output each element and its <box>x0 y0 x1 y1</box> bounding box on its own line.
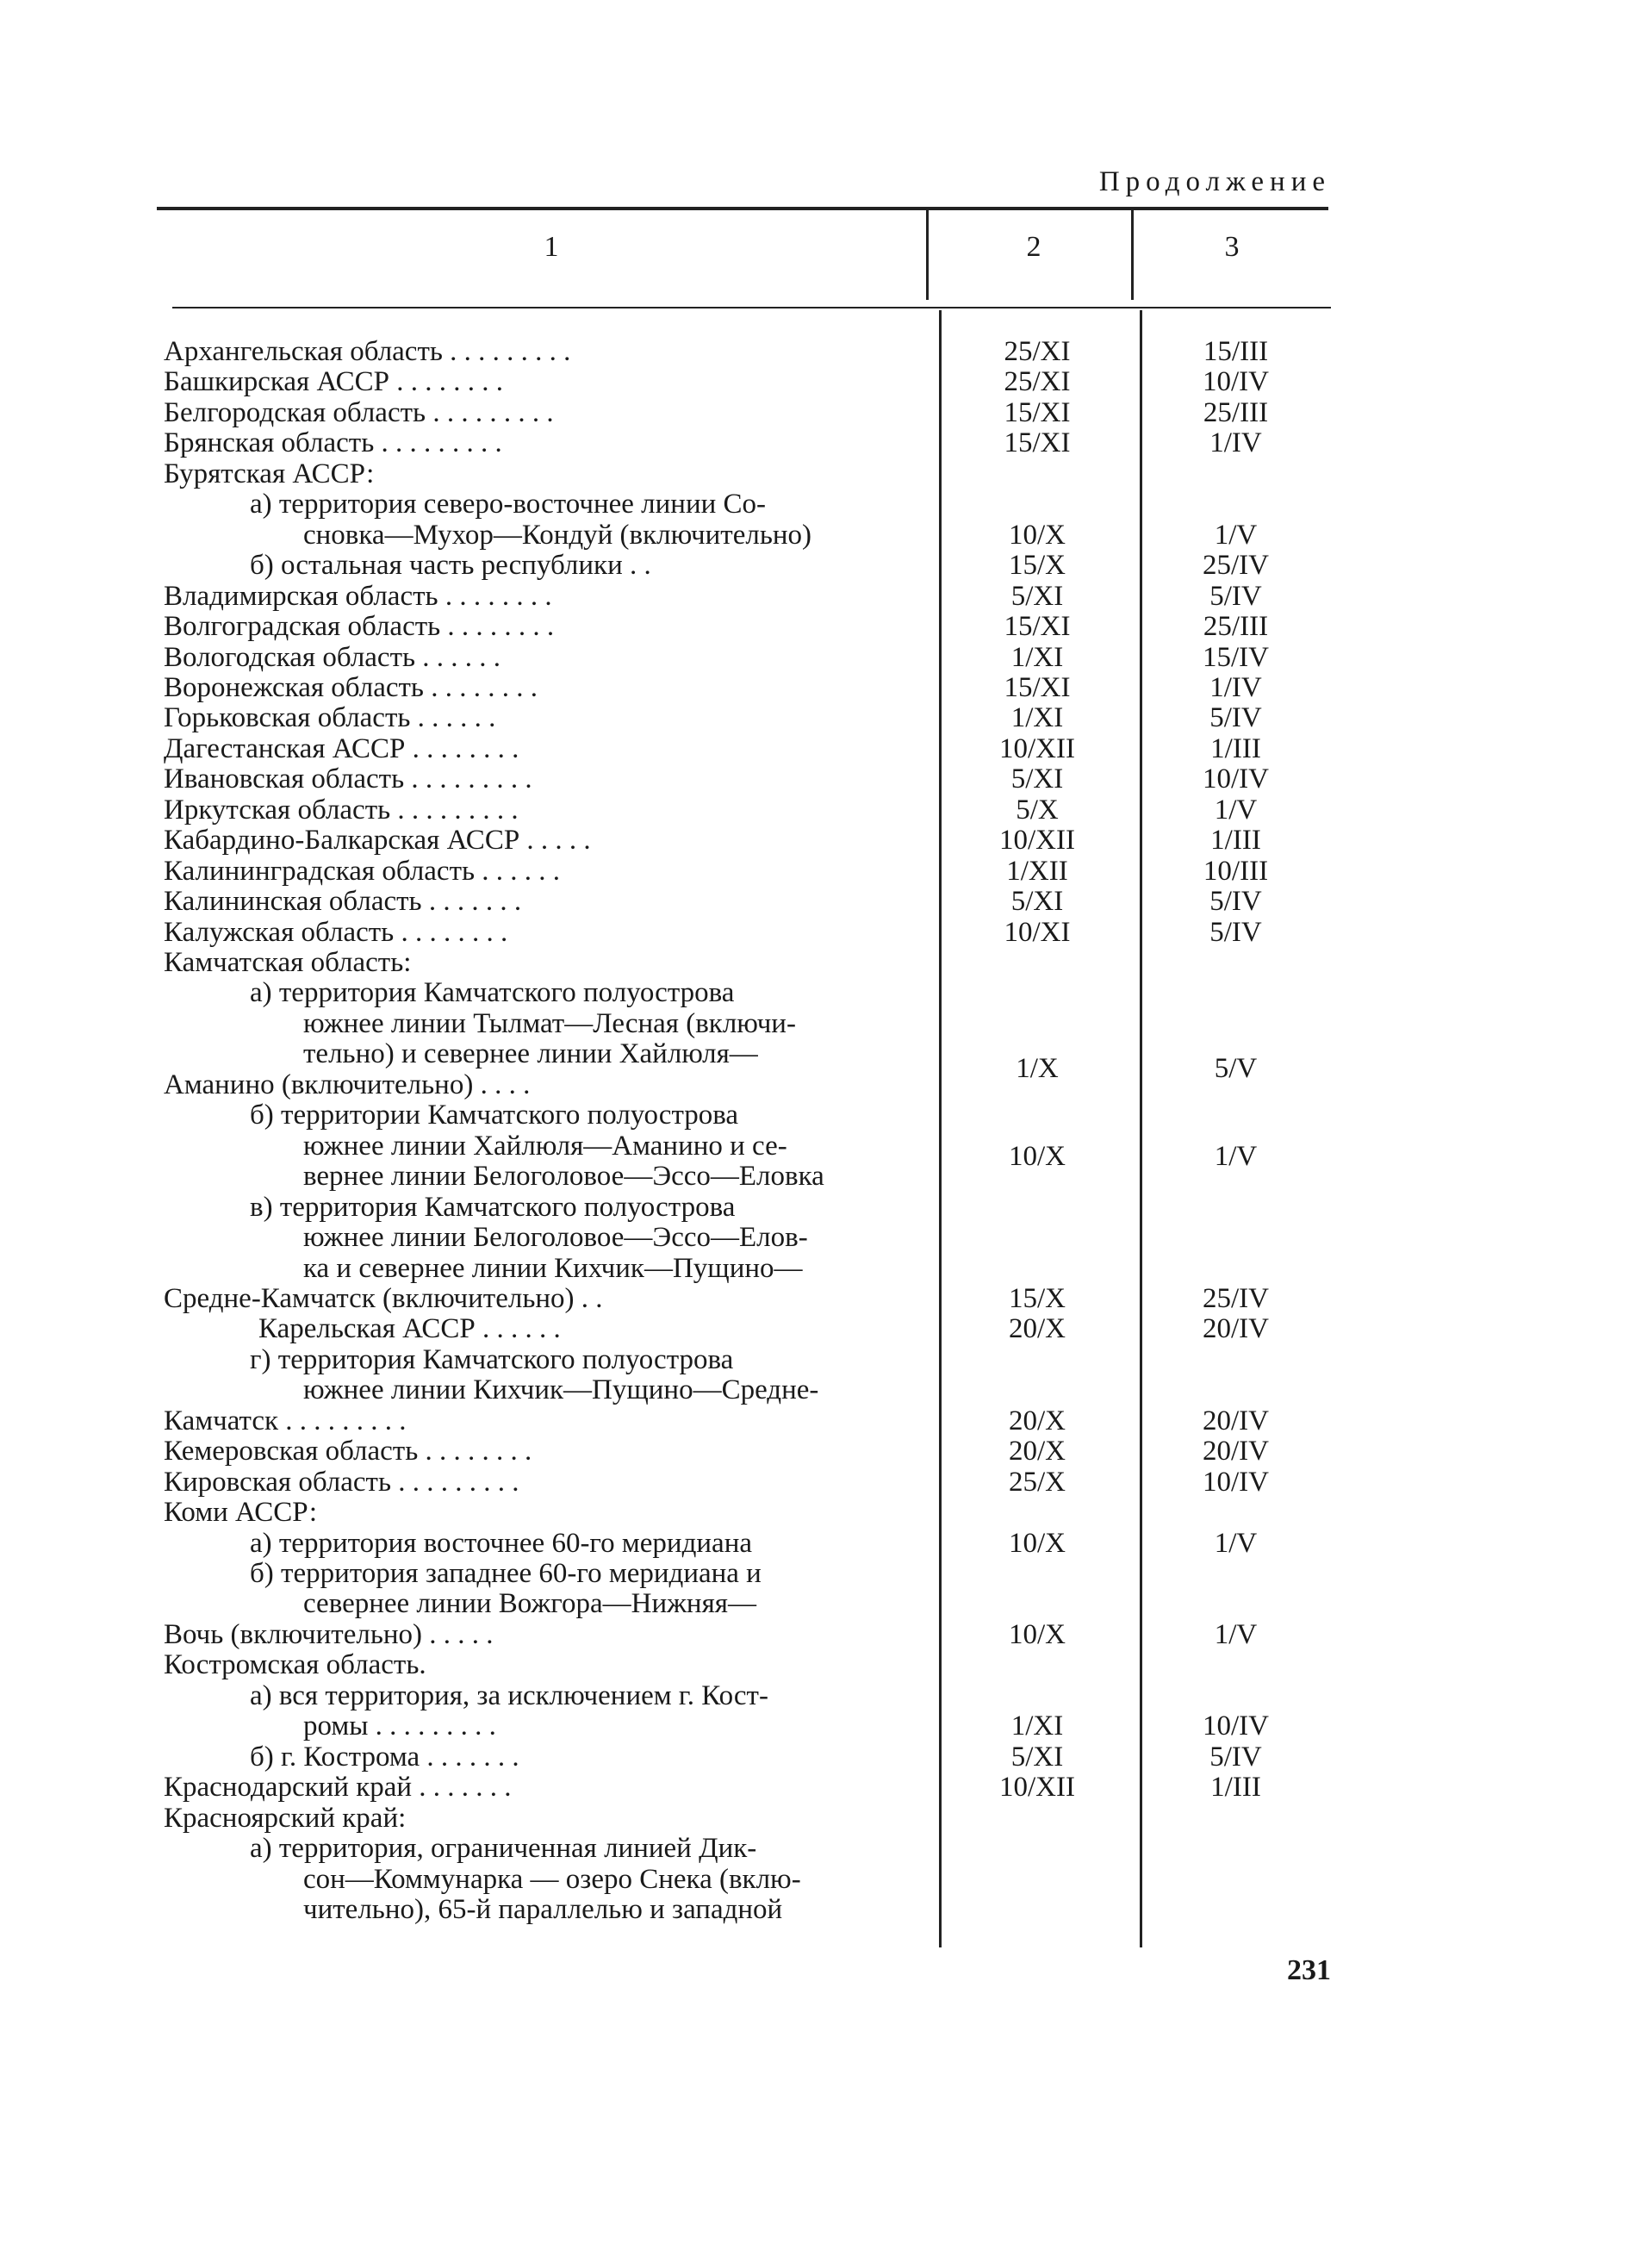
cell-col3: 10/IV <box>1203 763 1269 795</box>
cell-col2: 20/X <box>1009 1313 1066 1345</box>
table-row <box>0 1253 1629 1284</box>
cell-region: а) территория северо-восточнее линии Со- <box>250 489 767 520</box>
cell-region: севернее линии Вожгора—Нижняя— <box>303 1588 756 1620</box>
cell-region: сон—Коммунарка — озеро Снека (вклю- <box>303 1863 801 1895</box>
table-row <box>0 336 1629 367</box>
table-row <box>0 611 1629 642</box>
cell-col3: 5/IV <box>1209 1741 1262 1773</box>
cell-col2: 25/XI <box>1004 366 1071 398</box>
cell-col2: 15/X <box>1009 1282 1066 1314</box>
cell-region: Камчатск . . . . . . . . . <box>164 1405 407 1436</box>
cell-col2: 15/XI <box>1004 671 1071 703</box>
cell-region: Кабардино-Балкарская АССР . . . . . <box>164 825 591 857</box>
cell-region: Камчатская область: <box>164 947 412 978</box>
cell-col2: 5/XI <box>1010 886 1064 918</box>
cell-col2: 10/X <box>1009 519 1066 551</box>
cell-col2: 20/X <box>1009 1436 1066 1467</box>
table-row <box>0 520 1629 551</box>
cell-region: ка и севернее линии Кихчик—Пущино— <box>303 1252 803 1284</box>
cell-region: тельно) и севернее линии Хайлюля— <box>303 1038 758 1070</box>
table-row <box>0 1864 1629 1895</box>
cell-region: чительно), 65-й параллелью и западной <box>303 1893 783 1925</box>
cell-col3: 20/IV <box>1203 1405 1269 1436</box>
table-row <box>0 1649 1629 1680</box>
cell-region: Калужская область . . . . . . . . <box>164 916 508 948</box>
table-row <box>0 1374 1629 1405</box>
table-header-rule <box>172 307 1331 308</box>
cell-region: а) территория Камчатского полуострова <box>250 977 735 1009</box>
cell-col2: 20/X <box>1009 1405 1066 1436</box>
cell-col2: 25/XI <box>1004 336 1071 367</box>
cell-col2: 25/X <box>1009 1466 1066 1498</box>
cell-col3: 1/V <box>1214 794 1258 826</box>
cell-col2: 15/XI <box>1004 611 1071 643</box>
cell-col3: 10/IV <box>1203 366 1269 398</box>
table-row <box>0 1803 1629 1834</box>
table-row <box>0 702 1629 733</box>
cell-region: южнее линии Белоголовое—Эссо—Елов- <box>303 1222 808 1254</box>
cell-region: Калининская область . . . . . . . <box>164 886 522 918</box>
column-divider-1-header <box>926 210 929 300</box>
table-row <box>0 1833 1629 1864</box>
cell-region: Средне-Камчатск (включительно) . . <box>164 1282 603 1314</box>
table-row <box>0 1558 1629 1589</box>
table-row <box>0 642 1629 673</box>
cell-region: Коми АССР: <box>164 1497 317 1529</box>
table-row <box>0 427 1629 458</box>
cell-col2: 10/X <box>1009 1618 1066 1650</box>
cell-region: Карельская АССР . . . . . . <box>258 1313 561 1345</box>
cell-region: г) территория Камчатского полуострова <box>250 1343 734 1375</box>
table-row <box>0 1710 1629 1742</box>
table-row <box>0 1894 1629 1925</box>
table-row <box>0 1283 1629 1314</box>
cell-col3: 15/IV <box>1203 641 1269 673</box>
cell-col3: 10/III <box>1203 855 1269 887</box>
cell-region: Брянская область . . . . . . . . . <box>164 427 502 459</box>
column-header-1: 1 <box>544 231 559 263</box>
cell-region: Архангельская область . . . . . . . . . <box>164 336 571 367</box>
cell-col3: 1/V <box>1214 1618 1258 1650</box>
page-number: 231 <box>1287 1954 1331 1986</box>
table-row <box>0 550 1629 581</box>
table-row <box>0 1192 1629 1223</box>
table-row-floating <box>0 1141 1629 1172</box>
cell-col3: 20/IV <box>1203 1436 1269 1467</box>
cell-col3: 1/V <box>1214 1527 1258 1559</box>
cell-region: сновка—Мухор—Кондуй (включительно) <box>303 519 812 551</box>
cell-col2: 10/X <box>1009 1141 1066 1172</box>
cell-col2: 1/XII <box>1006 855 1068 887</box>
table-row <box>0 581 1629 612</box>
cell-col2: 5/XI <box>1010 580 1064 612</box>
cell-region: Бурятская АССР: <box>164 458 375 489</box>
cell-col2: 10/X <box>1009 1527 1066 1559</box>
cell-region: Краснодарский край . . . . . . . <box>164 1772 512 1804</box>
table-row <box>0 1588 1629 1619</box>
cell-region: Волгоградская область . . . . . . . . <box>164 611 555 643</box>
cell-col3: 1/IV <box>1209 671 1262 703</box>
cell-region: а) территория, ограниченная линией Дик- <box>250 1833 757 1865</box>
cell-col3: 5/V <box>1214 1053 1258 1084</box>
cell-col2: 1/XI <box>1010 702 1064 734</box>
cell-region: Горьковская область . . . . . . <box>164 702 496 734</box>
column-divider-2-header <box>1131 210 1134 300</box>
table-row <box>0 1497 1629 1528</box>
cell-col3: 10/IV <box>1203 1466 1269 1498</box>
cell-col3: 1/III <box>1210 1772 1261 1804</box>
cell-region: Красноярский край: <box>164 1802 407 1834</box>
cell-col3: 5/IV <box>1209 580 1262 612</box>
table-row <box>0 917 1629 948</box>
cell-col2: 10/XI <box>1004 916 1071 948</box>
cell-region: Башкирская АССР . . . . . . . . <box>164 366 504 398</box>
column-header-2: 2 <box>1026 231 1041 263</box>
cell-region: Вологодская область . . . . . . <box>164 641 501 673</box>
cell-region: Иркутская область . . . . . . . . . <box>164 794 519 826</box>
cell-col3: 1/V <box>1214 1141 1258 1172</box>
cell-col2: 15/XI <box>1004 396 1071 428</box>
cell-region: б) остальная часть республики . . <box>250 550 651 582</box>
cell-region: ромы . . . . . . . . . <box>303 1710 496 1742</box>
cell-region: Кировская область . . . . . . . . . <box>164 1466 519 1498</box>
cell-col3: 1/IV <box>1209 427 1262 459</box>
table-row <box>0 1436 1629 1467</box>
table-row <box>0 947 1629 978</box>
table-top-rule <box>157 207 1328 210</box>
cell-col3: 5/IV <box>1209 702 1262 734</box>
cell-col3: 25/IV <box>1203 1282 1269 1314</box>
cell-col3: 25/IV <box>1203 550 1269 582</box>
cell-region: б) территории Камчатского полуострова <box>250 1100 739 1131</box>
cell-col2: 15/XI <box>1004 427 1071 459</box>
table-row <box>0 366 1629 397</box>
cell-region: Костромская область. <box>164 1649 426 1681</box>
cell-region: в) территория Камчатского полуострова <box>250 1191 736 1223</box>
cell-region: б) г. Кострома . . . . . . . <box>250 1741 519 1773</box>
table-row <box>0 1467 1629 1498</box>
table-row <box>0 672 1629 703</box>
table-row <box>0 1008 1629 1039</box>
table-row <box>0 397 1629 428</box>
cell-col2: 5/XI <box>1010 1741 1064 1773</box>
cell-col2: 1/X <box>1016 1053 1059 1084</box>
table-row <box>0 825 1629 856</box>
cell-region: б) территория западнее 60-го меридиана и <box>250 1558 762 1589</box>
cell-col3: 5/IV <box>1209 886 1262 918</box>
table-row <box>0 458 1629 489</box>
cell-region: южнее линии Хайлюля—Аманино и се- <box>303 1130 787 1162</box>
cell-col2: 15/X <box>1009 550 1066 582</box>
cell-region: южнее линии Кихчик—Пущино—Средне- <box>303 1374 819 1406</box>
cell-region: Белгородская область . . . . . . . . . <box>164 396 554 428</box>
table-row-floating <box>0 1053 1629 1084</box>
cell-col2: 1/XI <box>1010 1710 1064 1742</box>
cell-region: а) вся территория, за исключением г. Кост- <box>250 1679 768 1711</box>
table-row <box>0 733 1629 764</box>
table-row <box>0 1405 1629 1436</box>
cell-col2: 1/XI <box>1010 641 1064 673</box>
table-row <box>0 763 1629 794</box>
cell-region: южнее линии Тылмат—Лесная (включи- <box>303 1007 796 1039</box>
table-row <box>0 977 1629 1008</box>
table-row <box>0 489 1629 520</box>
table-row <box>0 1222 1629 1253</box>
cell-region: Владимирская область . . . . . . . . <box>164 580 552 612</box>
cell-region: а) территория восточнее 60-го меридиана <box>250 1527 752 1559</box>
cell-region: Аманино (включительно) . . . . <box>164 1069 531 1100</box>
table-row <box>0 794 1629 826</box>
cell-col3: 1/V <box>1214 519 1258 551</box>
cell-col2: 5/X <box>1016 794 1059 826</box>
cell-col2: 10/XII <box>999 1772 1075 1804</box>
cell-region: Воронежская область . . . . . . . . <box>164 671 538 703</box>
table-row <box>0 886 1629 917</box>
cell-col3: 10/IV <box>1203 1710 1269 1742</box>
cell-region: Калининградская область . . . . . . <box>164 855 561 887</box>
cell-col3: 15/III <box>1203 336 1269 367</box>
cell-col2: 10/XII <box>999 732 1075 764</box>
table-row <box>0 856 1629 887</box>
cell-col2: 10/XII <box>999 825 1075 857</box>
cell-col3: 20/IV <box>1203 1313 1269 1345</box>
table-row <box>0 1619 1629 1650</box>
table-row <box>0 1313 1629 1344</box>
table-row <box>0 1528 1629 1559</box>
cell-col3: 1/III <box>1210 732 1261 764</box>
cell-region: Дагестанская АССР . . . . . . . . <box>164 732 519 764</box>
cell-col3: 5/IV <box>1209 916 1262 948</box>
table-row <box>0 1742 1629 1773</box>
table-row <box>0 1772 1629 1803</box>
table-row <box>0 1100 1629 1131</box>
cell-col3: 1/III <box>1210 825 1261 857</box>
table-row <box>0 1344 1629 1375</box>
cell-col3: 25/III <box>1203 611 1269 643</box>
cell-region: Кемеровская область . . . . . . . . <box>164 1436 532 1467</box>
column-header-3: 3 <box>1224 231 1240 263</box>
cell-region: Ивановская область . . . . . . . . . <box>164 763 532 795</box>
cell-col3: 25/III <box>1203 396 1269 428</box>
cell-col2: 5/XI <box>1010 763 1064 795</box>
continuation-label: Продолжение <box>1098 166 1331 197</box>
cell-region: вернее линии Белоголовое—Эссо—Еловка <box>303 1161 824 1193</box>
table-row <box>0 1680 1629 1711</box>
cell-region: Вочь (включительно) . . . . . <box>164 1618 494 1650</box>
